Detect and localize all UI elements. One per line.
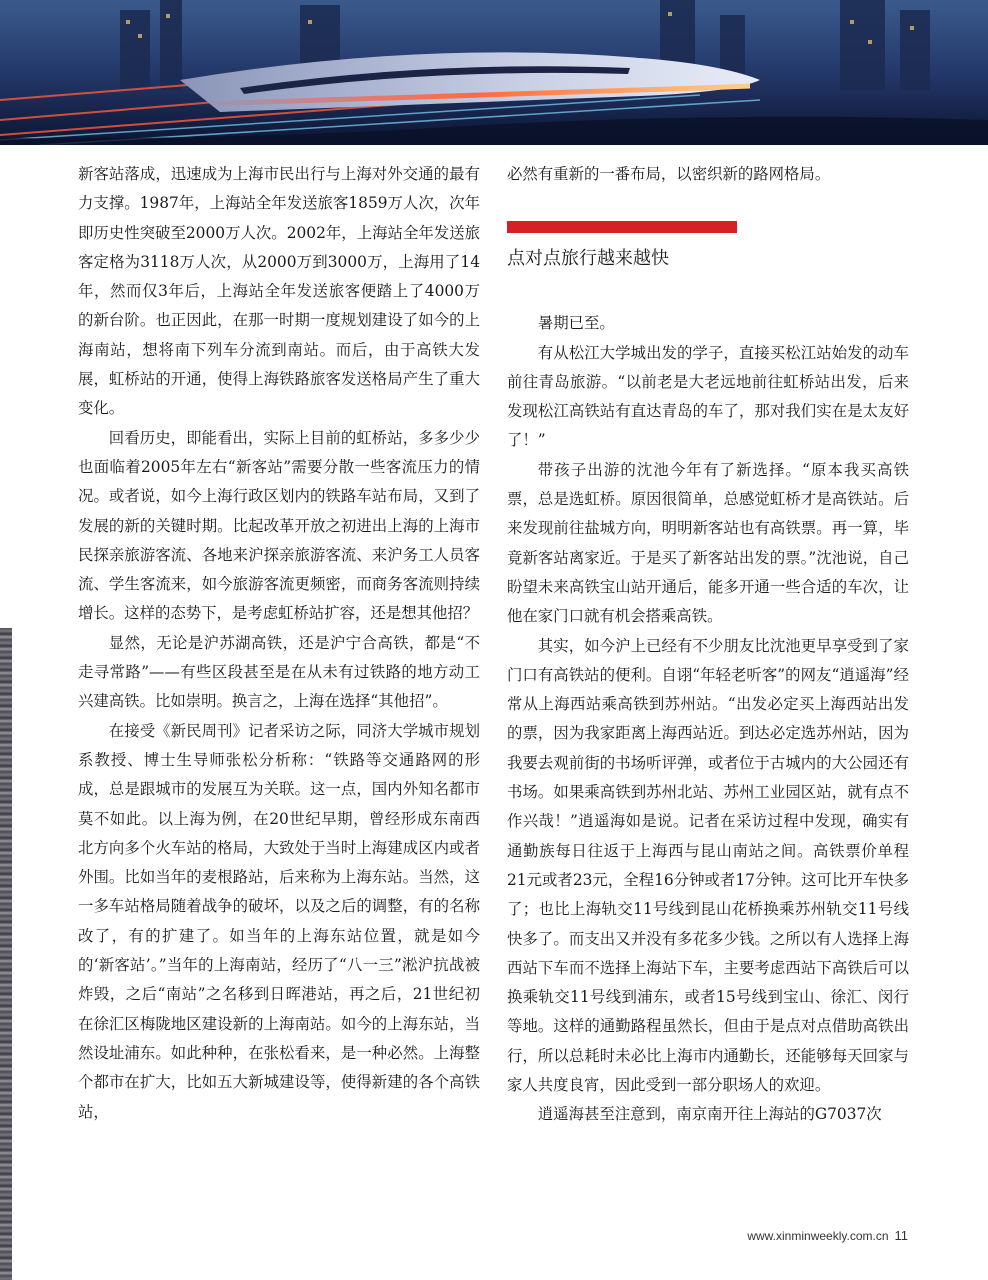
crowd-photo-strip <box>0 628 12 1280</box>
article-left-column <box>78 160 480 1127</box>
paragraph: 有从松江大学城出发的学子，直接买松江站始发的动车前往青岛旅游。“以前老是大老远地前往虹桥站出发，后来发现松江高铁站有直达青岛的车了，那对我们实在是太友好了！” <box>507 343 909 450</box>
paragraph: 暑期已至。 <box>537 314 615 333</box>
header-banner-image <box>0 0 988 145</box>
page-footer <box>747 1228 908 1243</box>
website-url: www.xinminweekly.com.cn <box>747 1229 889 1243</box>
section-heading: 点对点旅行越来越快 <box>507 248 669 270</box>
paragraph: 带孩子出游的沈池今年有了新选择。“原本我买高铁票，总是选虹桥。原因很简单，总感觉虹桥才是高铁站。后来发现前往盐城方向，明明新客站也有高铁票。再一算，毕竟新客站离家近。于是买了新客站出发的票。”沈池说，自己盼望未来高铁宝山站开通后，能多开通一些合适的车次，让他在家门口就有机会搭乘高铁。 <box>507 460 909 626</box>
paragraph: 显然，无论是沪苏湖高铁，还是沪宁合高铁，都是“不走寻常路”——有些区段甚至是在从未有过铁路的地方动工兴建高铁。比如崇明。换言之，上海在选择“其他招”。 <box>78 633 480 711</box>
high-speed-train-illustration <box>0 0 988 145</box>
paragraph: 新客站落成，迅速成为上海市民出行与上海对外交通的最有力支撑。1987年，上海站全年发送旅客1859万人次，次年即历史性突破至2000万人次。2002年，上海站全年发送旅客定格为3118万人次，从2000万到3000万，上海用了14年，然而仅3年后，上海站全年发送旅客便踏上了4000万的新台阶。也正因此，在那一时期一度规划建设了如今的上海南站，想将南下列车分流到南站。而后，由于高铁大发展，虹桥站的开通，使得上海铁路旅客发送格局产生了重大变化。 <box>78 165 480 418</box>
paragraph: 其实，如今沪上已经有不少朋友比沈池更早享受到了家门口有高铁站的便利。自诩“年轻老听客”的网友“逍遥海”经常从上海西站乘高铁到苏州站。“出发必定买上海西站出发的票，因为我家距离上海西站近。到达必定选苏州站，因为我要去观前街的书场听评弹，或者位于古城内的大公园还有书场。如果乘高铁到苏州北站、苏州工业园区站，就有点不作兴哉！”逍遥海如是说。记者在采访过程中发现，确实有通勤族每日往返于上海西与昆山南站之间。高铁票价单程21元或者23元，全程16分钟或者17分钟。这可比开车快多了；也比上海轨交11号线到昆山花桥换乘苏州轨交11号线快多了。而支出又并没有多花多少钱。之所以有人选择上海西站下车而不选择上海站下车，主要考虑西站下高铁后可以换乘轨交11号线到浦东，或者15号线到宝山、徐汇、闵行等地。这样的通勤路程虽然长，但由于是点对点借助高铁出行，所以总耗时未必比上海市内通勤长，还能够每天回家与家人共度良宵，因此受到一部分职场人的欢迎。 <box>507 636 909 1095</box>
article-right-column <box>507 160 909 1130</box>
page-number: 11 <box>894 1228 908 1243</box>
paragraph-continuation: 必然有重新的一番布局，以密织新的路网格局。 <box>507 165 831 183</box>
section-divider-bar <box>507 221 737 233</box>
paragraph: 逍遥海甚至注意到，南京南开往上海站的G7037次 <box>537 1105 882 1124</box>
paragraph: 回看历史，即能看出，实际上目前的虹桥站，多多少少也面临着2005年左右“新客站”需要分散一些客流压力的情况。或者说，如今上海行政区划内的铁路车站布局，又到了发展的新的关键时期。比起改革开放之初进出上海的上海市民探亲旅游客流、各地来沪探亲旅游客流、来沪务工人员客流、学生客流来，如今旅游客流更频密，而商务客流则持续增长。这样的态势下，是考虑虹桥站扩容，还是想其他招？ <box>78 428 480 623</box>
paragraph: 在接受《新民周刊》记者采访之际，同济大学城市规划系教授、博士生导师张松分析称：“铁路等交通路网的形成，总是跟城市的发展互为关联。这一点，国内外知名都市莫不如此。以上海为例，在20世纪早期，曾经形成东南西北方向多个火车站的格局，大致处于当时上海建成区内或者外围。比如当年的麦根路站，后来称为上海东站。当然，这一多车站格局随着战争的破坏，以及之后的调整，有的名称改了，有的扩建了。如当年的上海东站位置，就是如今的‘新客站’。”当年的上海南站，经历了“八一三”淞沪抗战被炸毁，之后“南站”之名移到日晖港站，再之后，21世纪初在徐汇区梅陇地区建设新的上海南站。如今的上海东站，当然设址浦东。如此种种，在张松看来，是一种必然。上海整个都市在扩大，比如五大新城建设等，使得新建的各个高铁站， <box>78 721 480 1121</box>
